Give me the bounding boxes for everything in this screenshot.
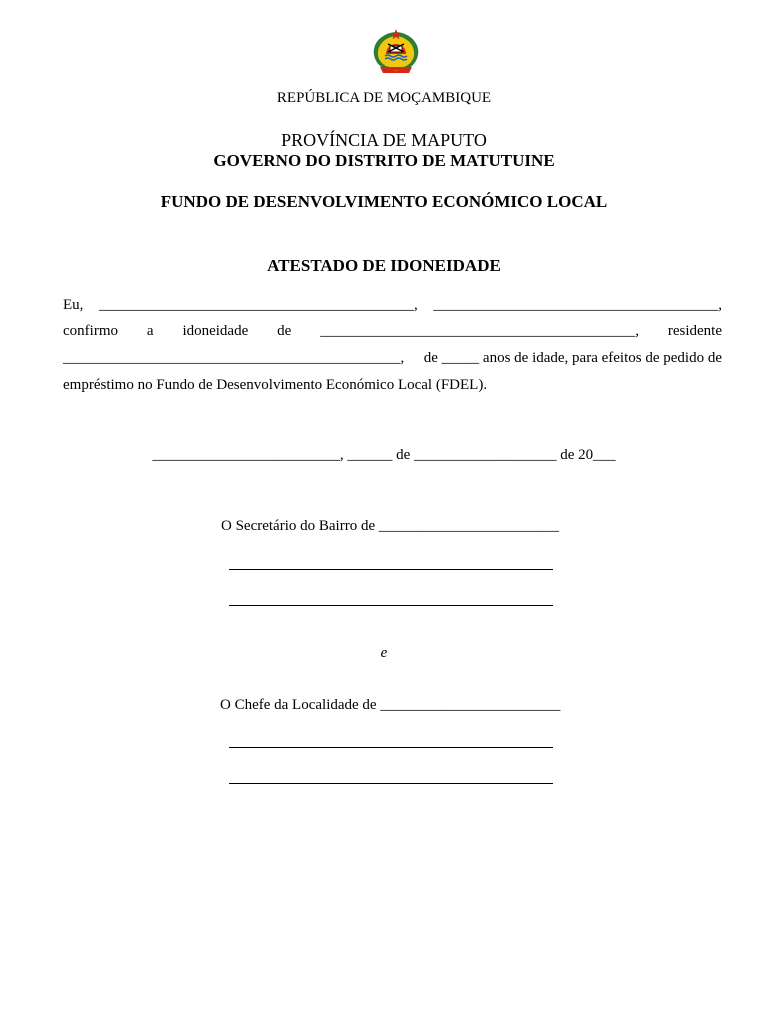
republic-heading: REPÚBLICA DE MOÇAMBIQUE (276, 90, 492, 106)
conjunction-e: e (380, 645, 388, 661)
document-id-blank: ______________________________________, (433, 297, 722, 313)
date-place-line: _________________________, ______ de ___________________ de 20___ (152, 447, 616, 463)
name-blank: __________________________________________, (98, 297, 418, 313)
body-line-4: empréstimo no Fundo de Desenvolvimento Económico Local (FDEL). (63, 377, 488, 393)
secretary-signature-line (229, 569, 553, 570)
body-line-1 (63, 292, 722, 319)
province-heading: PROVÍNCIA DE MAPUTO (281, 130, 487, 150)
chief-label: O Chefe da Localidade de ________________________ (220, 697, 561, 713)
beneficiary-name-blank: __________________________________________, (320, 323, 639, 339)
body-word: confirmo (63, 323, 118, 339)
chief-name-line (229, 783, 553, 784)
secretary-name-line (229, 605, 553, 606)
coat-of-arms-emblem (368, 27, 424, 77)
secretary-label: O Secretário do Bairro de ________________________ (221, 518, 559, 534)
body-word: de (277, 323, 292, 339)
fund-heading: FUNDO DE DESENVOLVIMENTO ECONÓMICO LOCAL (160, 192, 608, 211)
district-government-heading: GOVERNO DO DISTRITO DE MATUTUINE (213, 151, 555, 170)
body-word-eu: Eu, (63, 297, 84, 313)
document-title: ATESTADO DE IDONEIDADE (267, 256, 501, 275)
body-word: idoneidade (182, 323, 249, 339)
address-blank: _____________________________________________, (63, 350, 405, 366)
body-line-3 (63, 345, 722, 372)
body-word: a (146, 323, 154, 339)
body-word: residente (667, 323, 722, 339)
chief-signature-line (229, 747, 553, 748)
svg-text:•••: ••• (393, 68, 399, 73)
body-line-2 (63, 318, 722, 345)
age-purpose-text: de _____ anos de idade, para efeitos de pedido de (423, 350, 722, 366)
